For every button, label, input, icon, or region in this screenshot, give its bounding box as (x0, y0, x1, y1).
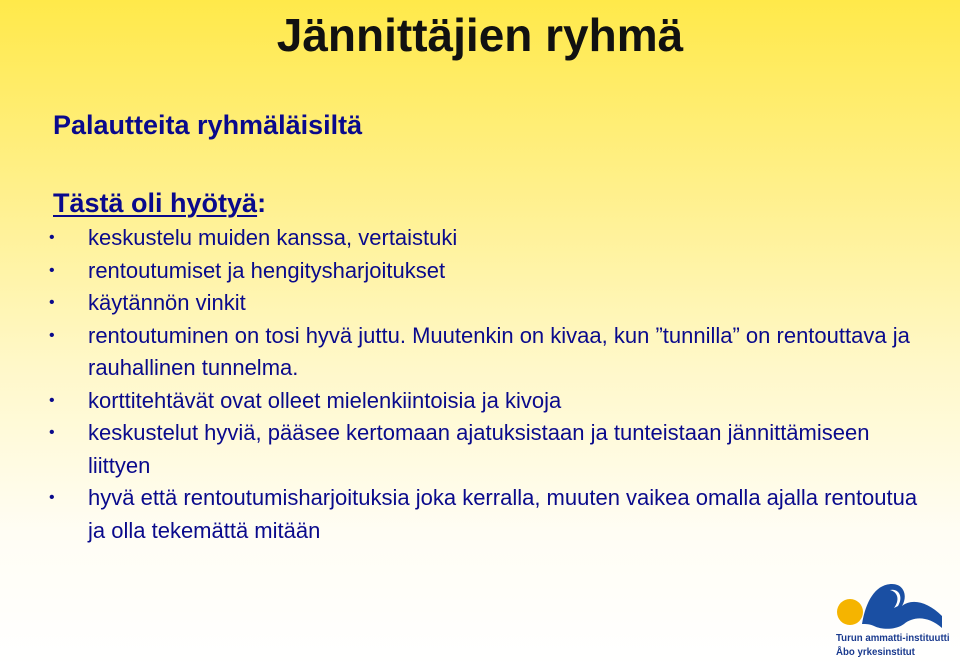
list-item (0, 482, 960, 547)
list-item (0, 287, 960, 320)
bullet-icon: • (49, 391, 55, 409)
list-item-text: keskustelu muiden kanssa, vertaistuki (88, 225, 458, 250)
list-item-text: rentoutuminen on tosi hyvä juttu. Muutenkin on kivaa, kun ”tunnilla” on rentouttava ja rauhallinen tunnelma. (88, 322, 910, 380)
list-item (0, 385, 960, 418)
list-item-text: korttitehtävät ovat olleet mielenkiintoisia ja kivoja (88, 387, 562, 413)
slide-title: Jännittäjien ryhmä (276, 9, 684, 61)
feedback-list (0, 222, 960, 547)
bullet-icon: • (49, 424, 55, 441)
section-heading (53, 188, 266, 219)
section-heading-colon: : (257, 188, 267, 218)
bullet-icon: • (49, 326, 55, 344)
logo-sun-icon (837, 599, 863, 625)
bullet-icon: • (49, 294, 55, 311)
logo-text-line1: Turun ammatti-instituutti (836, 632, 950, 644)
list-item (0, 417, 960, 482)
logo-wave-icon (862, 584, 942, 629)
slide-subtitle: Palautteita ryhmäläisiltä (53, 110, 363, 140)
list-item (0, 320, 960, 385)
logo-text-line2: Åbo yrkesinstitut (836, 646, 915, 658)
bullet-icon: • (49, 229, 55, 246)
list-item-text: rentoutumiset ja hengitysharjoitukset (88, 257, 446, 283)
list-item-text: hyvä että rentoutumisharjoituksia joka kerralla, muuten vaikea omalla ajalla rentoutua ja olla tekemättä mitään (88, 485, 918, 543)
list-item (0, 222, 960, 255)
section-heading-text: Tästä oli hyötyä (53, 188, 258, 218)
bullet-icon: • (49, 261, 55, 279)
list-item-text: keskustelut hyviä, pääsee kertomaan ajatuksistaan ja tunteistaan jännittämiseen liittyen (88, 420, 870, 478)
list-item-text: käytännön vinkit (88, 290, 246, 315)
bullet-icon: • (49, 489, 55, 506)
list-item (0, 255, 960, 288)
